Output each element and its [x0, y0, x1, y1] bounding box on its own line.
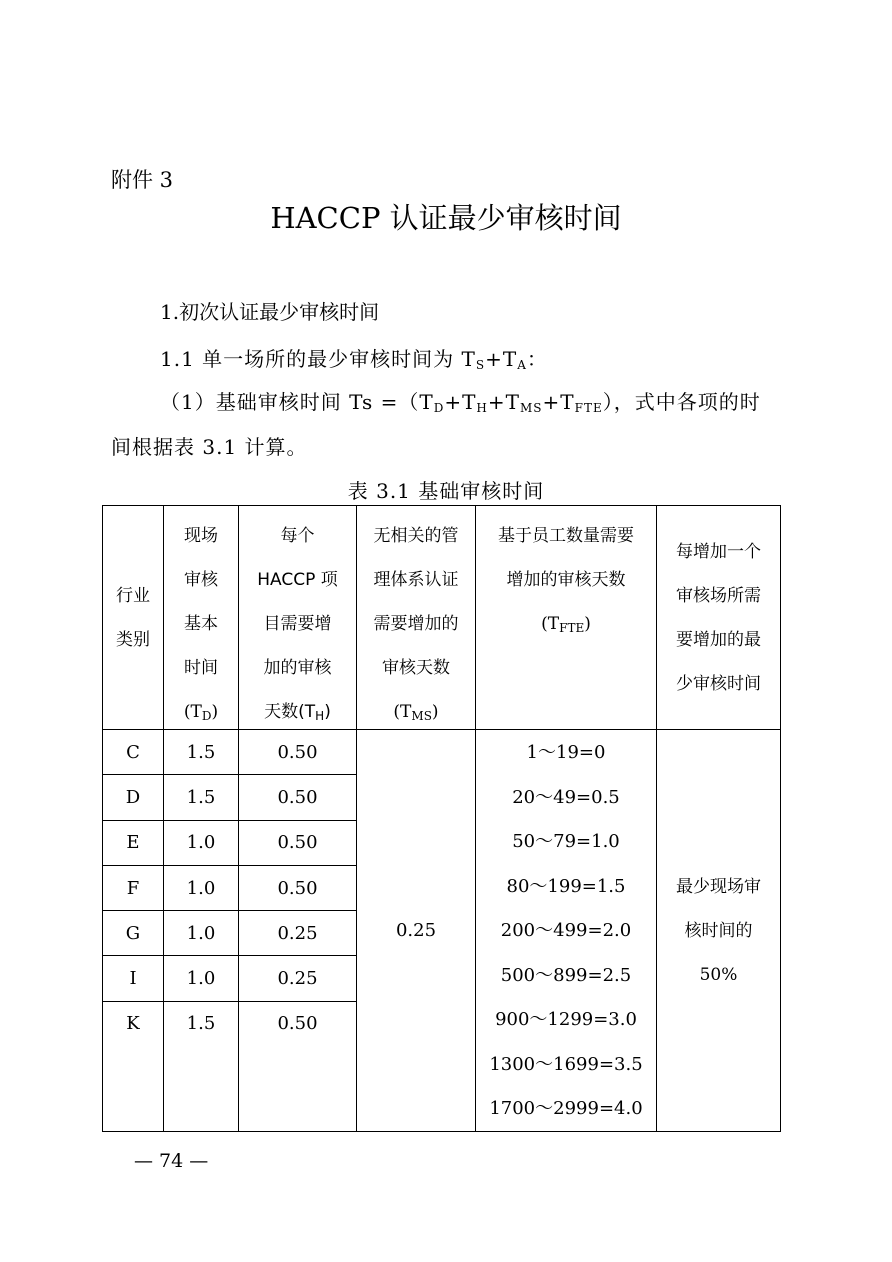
row-th: 0.25: [277, 922, 318, 944]
row-category: E: [126, 832, 140, 854]
section-heading: 1.初次认证最少审核时间: [160, 300, 380, 324]
tfte-range: 500～899=2.5: [500, 964, 632, 986]
row-th: 0.50: [277, 832, 318, 854]
tfte-range: 80～199=1.5: [506, 875, 626, 897]
audit-time-table: [102, 505, 781, 1132]
row-category: F: [126, 877, 140, 899]
formula-paragraph-line2: 间根据表 3.1 计算。: [111, 435, 308, 459]
header-extra-site: 每增加一个 审核场所需 要增加的最 少审核时间: [676, 541, 761, 694]
row-td: 1.0: [186, 832, 216, 854]
header-th: 每个 HACCP 项 目需要增 加的审核 天数$(T_H)$: [257, 526, 338, 723]
row-category: K: [126, 1013, 140, 1035]
tfte-range: 1～19=0: [526, 742, 606, 763]
table-caption: 表 3.1 基础审核时间: [347, 479, 545, 503]
header-tfte: 基于员工数量需要 增加的审核天数 $(T_{FTE})$: [498, 526, 634, 635]
row-th: 0.50: [277, 786, 318, 808]
row-category: C: [126, 741, 140, 763]
formula-paragraph: （1）基础审核时间 $Ts =(T_D+T_H+T_{MS}+T_{FTE})$，式中各项的时: [160, 390, 761, 415]
row-th: 0.50: [277, 877, 318, 899]
header-industry-category: 行业 类别: [116, 585, 150, 650]
header-td: 现场 审核 基本 时间 $(T_D)$: [183, 526, 219, 723]
row-td: 1.5: [186, 741, 216, 763]
row-td: 1.0: [186, 877, 216, 899]
row-category: G: [125, 922, 141, 944]
tfte-range: 1700～2999=4.0: [489, 1098, 643, 1119]
page-number: — 74 —: [134, 1150, 209, 1172]
tfte-range: 1300～1699=3.5: [489, 1053, 643, 1075]
subsection-heading: 1.1 单一场所的最少审核时间为 $T_S+T_A$：: [160, 347, 548, 372]
row-category: I: [129, 968, 137, 990]
tms-value: 0.25: [395, 920, 437, 941]
header-tms: 无相关的管 理体系认证 需要增加的 审核天数 $(T_{MS})$: [373, 526, 459, 723]
extra-site-value: 最少现场审 核时间的 50%: [676, 877, 761, 985]
attachment-label: 附件 3: [111, 168, 174, 192]
tfte-range: 50～79=1.0: [512, 831, 620, 852]
row-th: 0.25: [277, 968, 318, 990]
row-category: D: [125, 786, 141, 808]
tfte-range: 200～499=2.0: [500, 920, 632, 941]
tfte-range: 900～1299=3.0: [495, 1009, 637, 1030]
page-title: HACCP 认证最少审核时间: [270, 201, 622, 235]
row-td: 1.0: [186, 968, 216, 990]
tfte-range: 20～49=0.5: [512, 786, 620, 808]
row-td: 1.5: [186, 786, 216, 808]
row-td: 1.0: [186, 922, 216, 944]
row-th: 0.50: [277, 741, 318, 763]
row-th: 0.50: [277, 1013, 318, 1035]
row-td: 1.5: [186, 1013, 216, 1035]
